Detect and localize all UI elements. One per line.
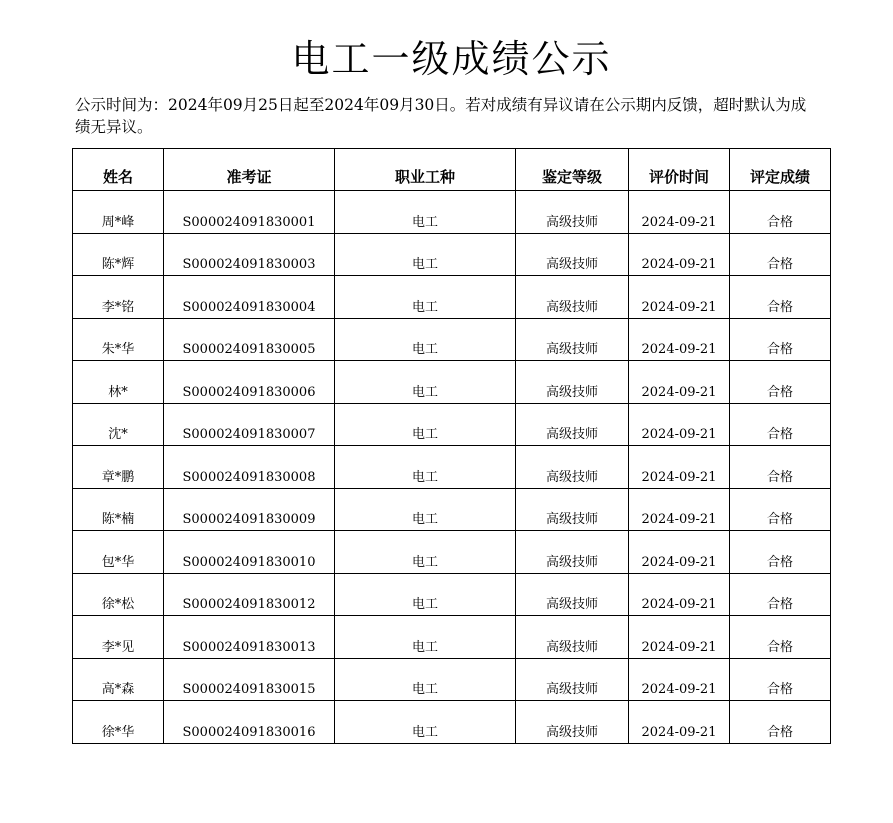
table-row [73, 191, 831, 234]
cell-exam-id: S000024091830001 [164, 191, 335, 234]
cell-result: 合格 [730, 318, 831, 361]
table-row [73, 658, 831, 701]
cell-level: 高级技师 [516, 531, 629, 574]
cell-result: 合格 [730, 403, 831, 446]
notice-text: 公示时间为：2024年09月25日起至2024年09月30日。若对成绩有异议请在公示期内反馈，超时默认为成绩无异议。 [75, 96, 807, 136]
cell-level: 高级技师 [516, 276, 629, 319]
cell-name: 徐*华 [73, 701, 164, 744]
cell-result: 合格 [730, 488, 831, 531]
cell-name: 章*鹏 [73, 446, 164, 489]
cell-result: 合格 [730, 531, 831, 574]
table-row [73, 233, 831, 276]
cell-level: 高级技师 [516, 701, 629, 744]
cell-result: 合格 [730, 446, 831, 489]
cell-exam-id: S000024091830007 [164, 403, 335, 446]
cell-exam-id: S000024091830006 [164, 361, 335, 404]
cell-exam-id: S000024091830012 [164, 573, 335, 616]
cell-result: 合格 [730, 233, 831, 276]
cell-exam-id: S000024091830009 [164, 488, 335, 531]
cell-exam-id: S000024091830004 [164, 276, 335, 319]
cell-occupation: 电工 [335, 361, 516, 404]
cell-level: 高级技师 [516, 573, 629, 616]
cell-occupation: 电工 [335, 233, 516, 276]
cell-name: 周*峰 [73, 191, 164, 234]
cell-eval-date: 2024-09-21 [629, 361, 730, 404]
cell-name: 包*华 [73, 531, 164, 574]
cell-occupation: 电工 [335, 701, 516, 744]
cell-name: 陈*楠 [73, 488, 164, 531]
cell-level: 高级技师 [516, 403, 629, 446]
cell-result: 合格 [730, 573, 831, 616]
cell-eval-date: 2024-09-21 [629, 318, 730, 361]
cell-exam-id: S000024091830008 [164, 446, 335, 489]
cell-result: 合格 [730, 361, 831, 404]
cell-level: 高级技师 [516, 361, 629, 404]
cell-level: 高级技师 [516, 233, 629, 276]
cell-occupation: 电工 [335, 616, 516, 659]
cell-occupation: 电工 [335, 531, 516, 574]
cell-occupation: 电工 [335, 488, 516, 531]
cell-name: 陈*辉 [73, 233, 164, 276]
cell-eval-date: 2024-09-21 [629, 616, 730, 659]
table-body [73, 191, 831, 744]
cell-occupation: 电工 [335, 318, 516, 361]
cell-result: 合格 [730, 658, 831, 701]
cell-level: 高级技师 [516, 318, 629, 361]
cell-occupation: 电工 [335, 191, 516, 234]
cell-level: 高级技师 [516, 616, 629, 659]
table-row [73, 573, 831, 616]
results-table [72, 148, 831, 744]
cell-result: 合格 [730, 701, 831, 744]
cell-eval-date: 2024-09-21 [629, 658, 730, 701]
cell-eval-date: 2024-09-21 [629, 488, 730, 531]
table-header [73, 149, 831, 191]
cell-name: 徐*松 [73, 573, 164, 616]
cell-name: 沈* [73, 403, 164, 446]
cell-level: 高级技师 [516, 658, 629, 701]
cell-level: 高级技师 [516, 488, 629, 531]
cell-eval-date: 2024-09-21 [629, 573, 730, 616]
cell-eval-date: 2024-09-21 [629, 701, 730, 744]
cell-occupation: 电工 [335, 403, 516, 446]
cell-result: 合格 [730, 616, 831, 659]
table-row [73, 446, 831, 489]
cell-eval-date: 2024-09-21 [629, 446, 730, 489]
cell-level: 高级技师 [516, 446, 629, 489]
table-row [73, 361, 831, 404]
table-row [73, 531, 831, 574]
cell-eval-date: 2024-09-21 [629, 403, 730, 446]
header-exam-id: 准考证 [164, 149, 335, 191]
header-result: 评定成绩 [730, 149, 831, 191]
cell-name: 李*见 [73, 616, 164, 659]
cell-occupation: 电工 [335, 446, 516, 489]
header-occupation: 职业工种 [335, 149, 516, 191]
cell-name: 高*森 [73, 658, 164, 701]
cell-exam-id: S000024091830015 [164, 658, 335, 701]
header-eval-date: 评价时间 [629, 149, 730, 191]
table-row [73, 403, 831, 446]
table-row [73, 701, 831, 744]
page-title: 电工一级成绩公示 [291, 37, 612, 81]
table-row [73, 318, 831, 361]
cell-name: 李*铭 [73, 276, 164, 319]
cell-eval-date: 2024-09-21 [629, 531, 730, 574]
cell-exam-id: S000024091830016 [164, 701, 335, 744]
cell-name: 林* [73, 361, 164, 404]
cell-eval-date: 2024-09-21 [629, 276, 730, 319]
cell-exam-id: S000024091830010 [164, 531, 335, 574]
cell-exam-id: S000024091830005 [164, 318, 335, 361]
cell-eval-date: 2024-09-21 [629, 233, 730, 276]
cell-result: 合格 [730, 276, 831, 319]
cell-exam-id: S000024091830013 [164, 616, 335, 659]
table-row [73, 616, 831, 659]
table-row [73, 276, 831, 319]
cell-name: 朱*华 [73, 318, 164, 361]
cell-occupation: 电工 [335, 573, 516, 616]
cell-occupation: 电工 [335, 276, 516, 319]
table-row [73, 488, 831, 531]
cell-result: 合格 [730, 191, 831, 234]
cell-occupation: 电工 [335, 658, 516, 701]
header-name: 姓名 [73, 149, 164, 191]
cell-eval-date: 2024-09-21 [629, 191, 730, 234]
header-row [73, 149, 831, 191]
header-level: 鉴定等级 [516, 149, 629, 191]
cell-level: 高级技师 [516, 191, 629, 234]
cell-exam-id: S000024091830003 [164, 233, 335, 276]
